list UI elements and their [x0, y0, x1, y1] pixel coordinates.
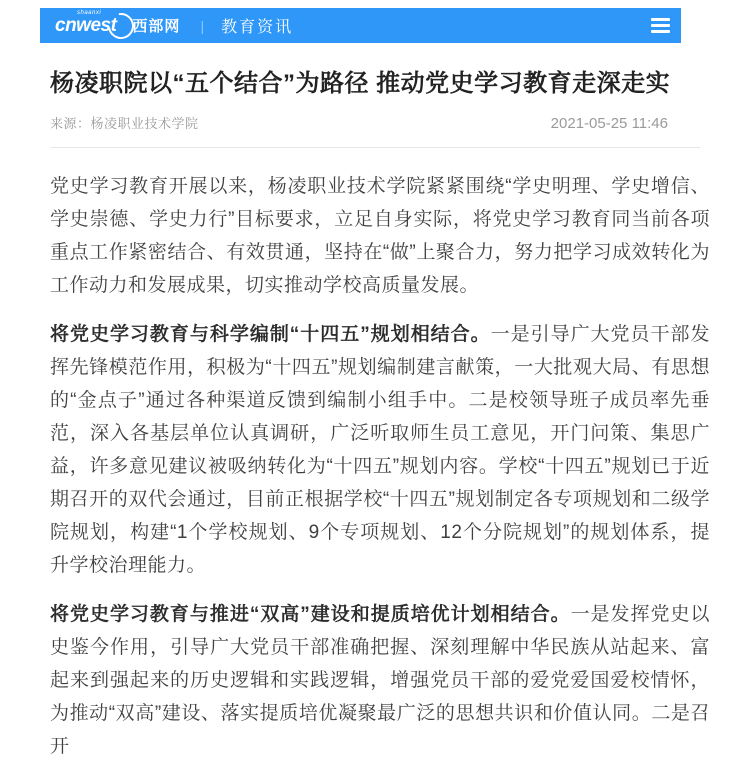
article-meta	[50, 113, 710, 132]
header-divider: |	[200, 17, 205, 34]
meta-divider-line	[50, 147, 700, 148]
logo-sub-text: shaanxi	[77, 9, 102, 16]
source-label: 来源：	[50, 116, 91, 131]
paragraph-lead: 将党史学习教育与科学编制“十四五”规划相结合。	[50, 324, 491, 345]
paragraph: 党史学习教育开展以来，杨凌职业技术学院紧紧围绕“学史明理、学史增信、学史崇德、学史力行”目标要求，立足自身实际，将党史学习教育同当前各项重点工作紧密结合、有效贯通，坚持在“做”上聚合力，努力把学习成效转化为工作动力和发展成果，切实推动学校高质量发展。	[50, 176, 710, 296]
logo-cnwest	[55, 9, 126, 36]
logo-ring-icon	[103, 7, 139, 43]
section-link-education[interactable]: 教育资讯	[221, 19, 294, 36]
paragraph: 将党史学习教育与科学编制“十四五”规划相结合。一是引导广大党员干部发挥先锋模范作用，积极为“十四五”规划编制建言献策，一大批观大局、有思想的“金点子”通过各种渠道反馈到编制小组手中。二是校领导班子成员率先垂范，深入各基层单位认真调研，广泛听取师生员工意见，开门问策、集思广益，许多意见建议被吸纳转化为“十四五”规划内容。学校“十四五”规划已于近期召开的双代会通过，目前正根据学校“十四五”规划制定各专项规划和二级学院规划，构建“1个学校规划、9个专项规划、12个分院规划”的规划体系，提升学校治理能力。	[50, 324, 710, 576]
paragraph: 将党史学习教育与推进“双高”建设和提质培优计划相结合。一是发挥党史以史鉴今作用，引导广大党员干部准确把握、深刻理解中华民族从站起来、富起来到强起来的历史逻辑和实践逻辑，增强党员干部的爱党爱国爱校情怀，为推动“双高”建设、落实提质培优凝聚最广泛的思想共识和价值认同。二是召开	[50, 604, 710, 757]
article-source	[50, 113, 199, 132]
logo-brand-text: cnwest	[55, 14, 117, 36]
article-date: 2021-05-25 11:46	[550, 115, 668, 132]
paragraph-lead: 将党史学习教育与推进“双高”建设和提质培优计划相结合。	[50, 604, 571, 625]
top-nav-bar	[40, 8, 681, 43]
hamburger-menu-icon[interactable]	[651, 11, 670, 41]
site-logo[interactable]	[55, 9, 181, 36]
article-body	[50, 170, 710, 763]
source-value: 杨凌职业技术学院	[90, 116, 199, 131]
site-name: 西部网	[132, 18, 181, 35]
article-title: 杨凌职院以“五个结合”为路径 推动党史学习教育走深走实	[50, 70, 671, 97]
article-container	[50, 43, 710, 779]
